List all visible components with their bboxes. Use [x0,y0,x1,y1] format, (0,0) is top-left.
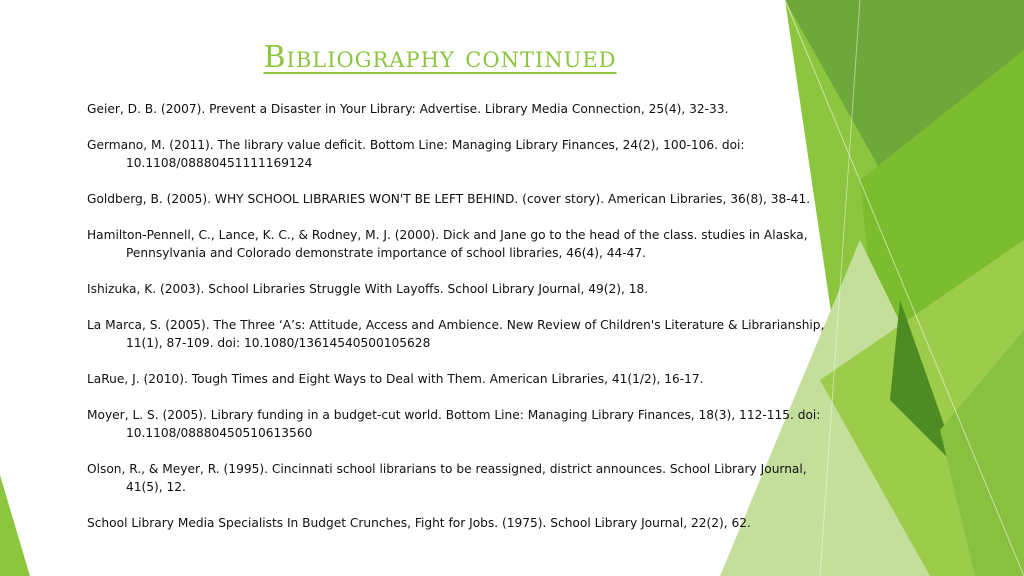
slide-title-text: Bibliography continued [263,40,617,75]
slide-title [0,40,880,75]
reference-item: LaRue, J. (2010). Tough Times and Eight Ways to Deal with Them. American Libraries, 41(1/2), 16-17. [87,372,704,386]
reference-item: Ishizuka, K. (2003). School Libraries Struggle With Layoffs. School Library Journal, 49(2), 18. [87,282,649,296]
reference-item: Olson, R., & Meyer, R. (1995). Cincinnati school librarians to be reassigned, district announces. School Library Journal, 41(5), 12. [87,462,807,494]
reference-item: Germano, M. (2011). The library value deficit. Bottom Line: Managing Library Finances, 24(2), 100-106. doi: 10.1108/08880451111169124 [87,138,745,170]
reference-item: Hamilton-Pennell, C., Lance, K. C., & Rodney, M. J. (2000). Dick and Jane go to the head of the class. studies in Alaska, Pennsylvania and Colorado demonstrate importance of school libraries, 46(4), 44-47. [87,228,808,260]
reference-list [87,100,847,532]
reference-item: Moyer, L. S. (2005). Library funding in a budget-cut world. Bottom Line: Managing Library Finances, 18(3), 112-115. doi: 10.1108/08880450510613560 [87,408,821,440]
reference-item: Geier, D. B. (2007). Prevent a Disaster in Your Library: Advertise. Library Media Connection, 25(4), 32-33. [87,102,729,116]
reference-item: School Library Media Specialists In Budget Crunches, Fight for Jobs. (1975). School Library Journal, 22(2), 62. [87,516,751,530]
reference-item: Goldberg, B. (2005). WHY SCHOOL LIBRARIES WON'T BE LEFT BEHIND. (cover story). American Libraries, 36(8), 38-41. [87,192,811,206]
reference-item: La Marca, S. (2005). The Three ‘A’s: Attitude, Access and Ambience. New Review of Children's Literature & Librarianship, 11(1), 87-109. doi: 10.1080/13614540500105628 [87,318,825,350]
